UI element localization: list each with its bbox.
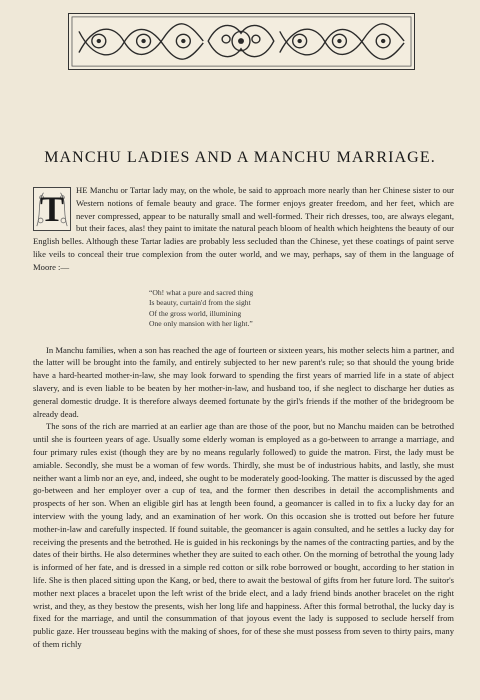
paragraph-marriage-families: In Manchu families, when a son has reached the age of fourteen or sixteen years, his mother selects him a partner, and the latter will be brought into the family, and entirely subjected to her new parent's rule; so that should the young bride have a hard-hearted mother-in-law, she may look forward to spending the first years of married life in a state of abject slavery, and is even liable to be beaten by her mother-in-law, and husband too, if she neglect to discharge her duties as general domestic drudge. It is therefore always deemed fortunate by the girl's friends if the mother of the bridegroom be already dead. <box>33 344 454 419</box>
article-body <box>33 184 454 651</box>
poem-line: Of the gross world, illumining <box>149 308 242 318</box>
poem-line: Is beauty, curtain'd from the sight <box>149 298 251 308</box>
poem-line: “Oh! what a pure and sacred thing <box>149 287 254 297</box>
ornamental-header-banner <box>68 13 415 70</box>
drop-cap <box>33 187 71 231</box>
scrollwork-ornament-icon <box>69 14 414 69</box>
poem-line: One only mansion with her light.” <box>149 319 253 329</box>
paragraph-betrothal: The sons of the rich are married at an earlier age than are those of the poor, but no Manchu maiden can be betrothed until she is fourteen years of age. Usually some elderly woman is employed as a go-between to arrange a marriage, and four primary rules exist (though they are by no means regularly followed) to guide the matron. First, the lady must be amiable. Secondly, she must be a woman of few words. Thirdly, she must be of industrious habits, and lastly, she must neither want a limb nor an eye, and, indeed, she ought to be moderately good-looking. The matter is discussed by the aged go-between and her employer over a cup of tea, and the former then describes in detail the accomplishments and prospects of her son. When an eligible girl has at length been found, a geomancer is called in to fix a lucky day for an interview with the young lady, and an examination of her work. On this occasion she is trotted out before her future mother-in-law and carefully inspected. If found suitable, the geomancer is again consulted, and he settles a lucky day for receiving the presents and the betrothed. He is guided in his reckonings by the names of the contracting parties, and by the dates of their births. He also determines whether they are suited to each other. On the morning of betrothal the young lady is informed of her fate, and is dressed in a simple red cotton or silk robe borrowed or bought, according to her station in life. She is then placed sitting upon the Kang, or bed, there to await the bestowal of gifts from her future lord. The suitor's mother next places a bracelet upon the left wrist of the bride elect, and a lady friend binds another bracelet on the right wrist, and they, as they bestow the presents, wish her long life and happiness. After this formal betrothal, the lucky day is fixed for the marriage, and until the consummation of that joyous event the lady is supposed to seclude herself from public gaze. Her trousseau begins with the making of shoes, for of these she must possess from seven to thirty pairs, many of them richly <box>33 421 454 649</box>
intro-paragraph: HE Manchu or Tartar lady may, on the whole, be said to approach more nearly than her Chinese sister to our Western notions of female beauty and grace. The former enjoys greater freedom, and her feet, which are never compressed, appear to be naturally small and well-formed. Their rich dresses, too, are always elegant, but their faces, alas! they paint to imitate the natural peach bloom of health which heightens the beauty of our English belles. Although these Tartar ladies are probably less secluded than the Chinese, yet these coatings of paint serve like veils to conceal their true complexion from the outer world, and we may, perhaps, say of them in the language of Moore :— <box>33 185 454 272</box>
article-title: MANCHU LADIES AND A MANCHU MARRIAGE. <box>44 149 436 166</box>
drop-cap-letter: T <box>39 189 64 229</box>
poem-quote <box>149 288 454 330</box>
